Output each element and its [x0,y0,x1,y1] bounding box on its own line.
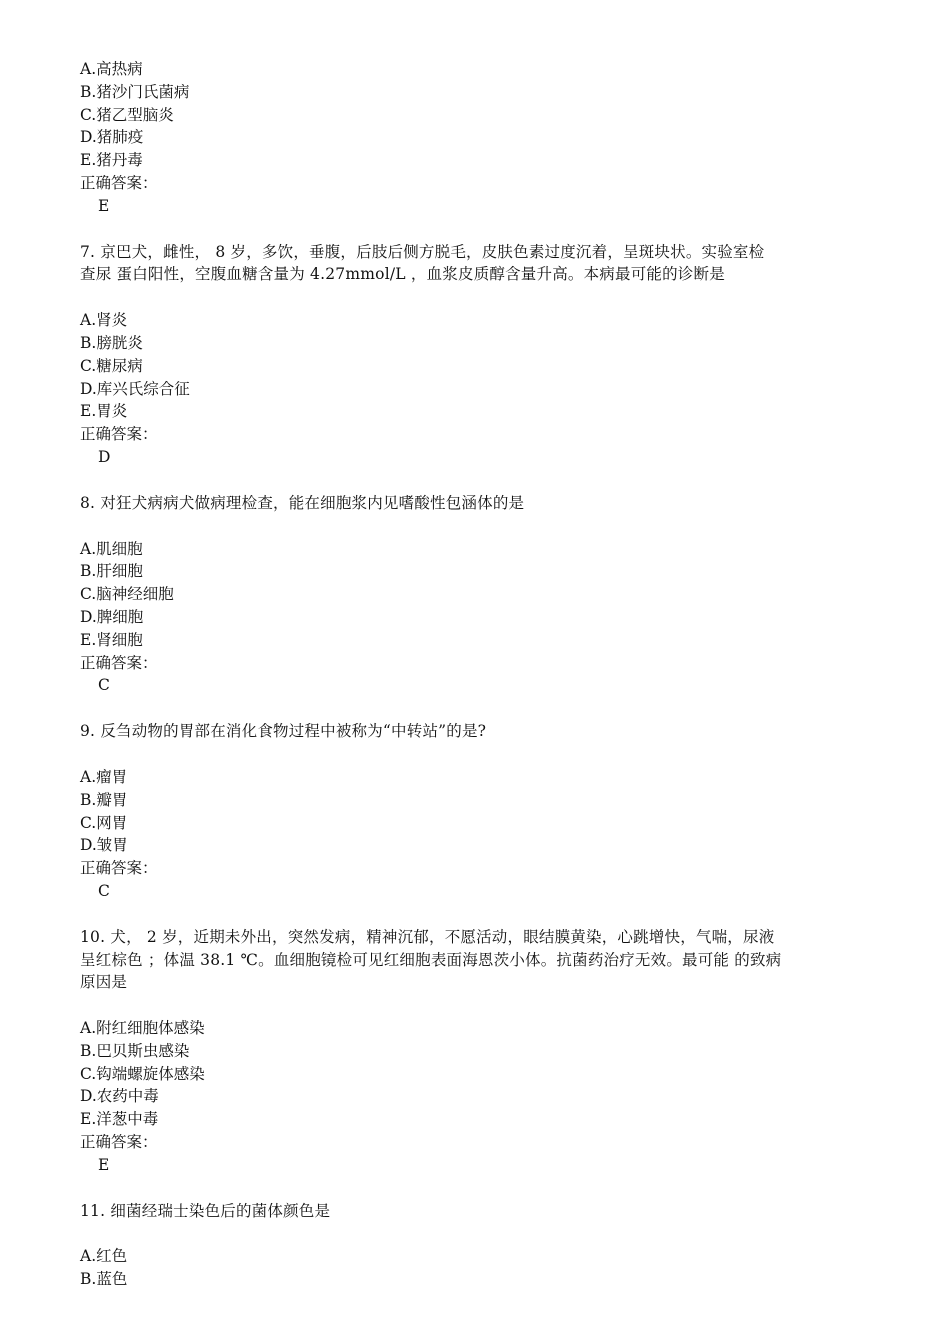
option: A.肾炎 [80,311,128,330]
option: E.肾细胞 [80,630,143,649]
question-line: 7. 京巴犬，雌性， 8 岁，多饮，垂腹，后肢后侧方脱毛，皮肤色素过度沉着，呈斑块状。实验室检 [80,242,765,261]
question-block [80,926,870,1177]
document-page [80,58,870,1291]
option: C.脑神经细胞 [80,585,174,604]
answer-label: 正确答案： [80,859,158,878]
question-line: 8. 对狂犬病病犬做病理检查，能在细胞浆内见嗜酸性包涵体的是 [80,493,525,512]
option: D.皱胃 [80,836,128,855]
option: A.肌细胞 [80,539,143,558]
question-block [80,241,870,469]
question-text [80,241,870,287]
option: B.猪沙门氏菌病 [80,82,190,101]
option: C.猪乙型脑炎 [80,105,174,124]
question-text [80,492,870,515]
question-line: 10. 犬， 2 岁，近期未外出，突然发病，精神沉郁，不愿活动，眼结膜黄染，心跳增快，气喘，尿液 [80,927,775,946]
question-text [80,720,870,743]
question-line: 11. 细菌经瑞士染色后的菌体颜色是 [80,1201,331,1220]
answer-label: 正确答案： [80,653,158,672]
option: E.胃炎 [80,402,128,421]
question-line: 查尿 蛋白阳性，空腹血糖含量为 4.27mmol/L ，血浆皮质醇含量升高。本病最可能的诊断是 [80,265,725,284]
option: E.洋葱中毒 [80,1110,159,1129]
answer-label: 正确答案： [80,1133,158,1152]
option: B.巴贝斯虫感染 [80,1041,190,1060]
answer-value: C [98,881,110,900]
question-line: 原因是 [80,973,128,992]
option: A.瘤胃 [80,767,128,786]
option: B.蓝色 [80,1270,128,1289]
question-block [80,492,870,697]
answer-value: E [98,196,110,215]
option: B.肝细胞 [80,562,143,581]
answer-label: 正确答案： [80,173,158,192]
option: B.瓣胃 [80,790,128,809]
answer-value: E [98,1155,110,1174]
question-text [80,1200,870,1223]
option: B.膀胱炎 [80,333,143,352]
question-block [80,58,870,218]
option: D.猪肺疫 [80,128,144,147]
answer-value: C [98,676,110,695]
option: E.猪丹毒 [80,151,143,170]
question-line: 呈红棕色 ；体温 38.1 ℃。血细胞镜检可见红细胞表面海恩茨小体。抗菌药治疗无效。最可能 的致病 [80,950,782,969]
answer-value: D [98,447,111,466]
option: D.农药中毒 [80,1087,159,1106]
question-text [80,926,870,994]
option: C.糖尿病 [80,356,143,375]
question-line: 9. 反刍动物的胃部在消化食物过程中被称为“中转站”的是? [80,722,487,741]
answer-label: 正确答案： [80,425,158,444]
question-block [80,720,870,903]
option: A.红色 [80,1247,128,1266]
option: A.附红细胞体感染 [80,1019,205,1038]
option: C.网胃 [80,813,128,832]
option: A.高热病 [80,60,143,78]
option: C.钩端螺旋体感染 [80,1064,205,1083]
question-block [80,1200,870,1291]
option: D.脾细胞 [80,607,144,626]
option: D.库兴氏综合征 [80,379,190,398]
